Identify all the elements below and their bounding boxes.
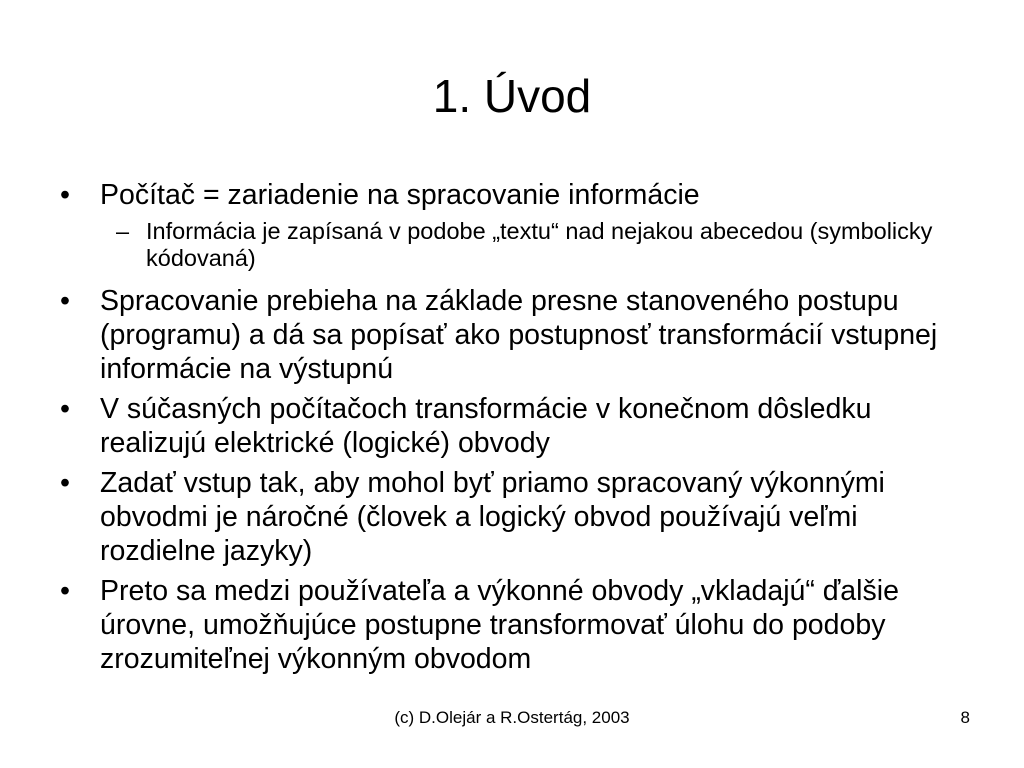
sub-bullet-marker: –: [116, 218, 130, 244]
bullet-marker: •: [60, 575, 70, 607]
bullet-text: Počítač = zariadenie na spracovanie informácie: [100, 179, 700, 211]
bullet-item: [58, 466, 958, 568]
bullet-item: [58, 284, 958, 386]
page-number: 8: [960, 708, 970, 727]
slide-title: 1. Úvod: [432, 70, 592, 122]
sub-bullet-text: Informácia je zapísaná v podobe „textu“ nad nejakou abecedou (symbolicky kódovaná): [146, 218, 933, 271]
bullet-text: Zadať vstup tak, aby mohol byť priamo spracovaný výkonnými obvodmi je náročné (človek a logický obvod používajú veľmi rozdielne jazyky): [100, 467, 885, 567]
sub-bullet-item: [58, 218, 958, 272]
bullet-marker: •: [60, 467, 70, 499]
bullet-item: [58, 574, 958, 676]
bullet-item: [58, 392, 958, 460]
bullet-item: [58, 178, 958, 212]
bullet-marker: •: [60, 179, 70, 211]
slide-footer: (c) D.Olejár a R.Ostertág, 2003: [394, 708, 630, 727]
bullet-marker: •: [60, 393, 70, 425]
bullet-text: Preto sa medzi používateľa a výkonné obvody „vkladajú“ ďalšie úrovne, umožňujúce postupne transformovať úlohu do podoby zrozumiteľnej výkonným obvodom: [100, 575, 899, 675]
bullet-text: V súčasných počítačoch transformácie v konečnom dôsledku realizujú elektrické (logické) obvody: [100, 393, 872, 459]
bullet-text: Spracovanie prebieha na základe presne stanoveného postupu (programu) a dá sa popísať ako postupnosť transformácií vstupnej informácie na výstupnú: [100, 285, 938, 385]
bullet-marker: •: [60, 285, 70, 317]
slide-body: [58, 178, 958, 682]
